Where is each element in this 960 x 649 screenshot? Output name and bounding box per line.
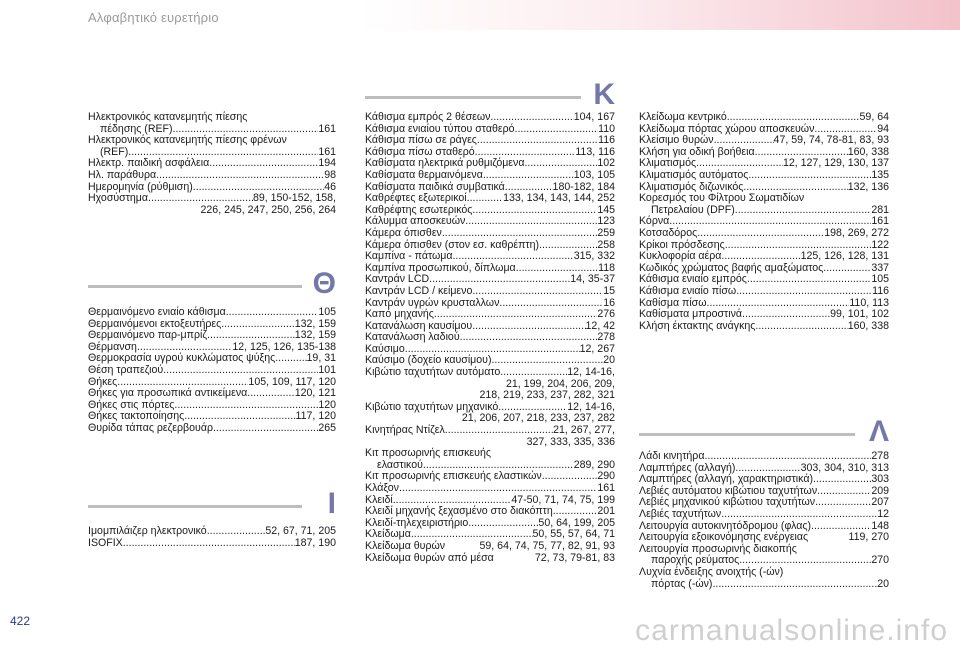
entry-label: Καθίσματα παιδικά συμβατικά xyxy=(365,180,505,193)
entry-label: Ηλεκτρ. παιδική ασφάλεια xyxy=(88,157,210,170)
entry-label: Κλειδί xyxy=(365,493,393,506)
entry-pages: 110 xyxy=(598,122,615,135)
entry-pages: 12, 14-16, xyxy=(567,366,615,379)
index-entry xyxy=(365,251,615,263)
index-column-2 xyxy=(365,112,615,564)
leader-dots xyxy=(515,124,599,136)
leader-dots xyxy=(156,170,324,182)
leader-dots xyxy=(275,353,306,365)
entry-label: Κλείσιμο θυρών xyxy=(639,134,714,147)
entry-pages: 125, 126, 128, 131 xyxy=(800,250,889,263)
section-header-lambda xyxy=(639,414,889,454)
leader-dots xyxy=(465,216,597,228)
entry-pages: 119, 270 xyxy=(848,531,889,544)
leader-dots xyxy=(697,228,824,240)
entry-label: Κλιματισμός xyxy=(639,157,697,170)
leader-dots xyxy=(742,309,830,321)
entry-label: παροχής ρεύματος xyxy=(651,554,740,567)
index-entry xyxy=(365,425,615,437)
entry-pages: 105 xyxy=(318,306,336,318)
watermark: carmanualsonline.info xyxy=(635,614,948,647)
entry-pages: 105 xyxy=(871,273,889,286)
entry-label: Κλείδωμα κεντρικό xyxy=(639,111,727,123)
index-entry xyxy=(639,579,889,591)
entry-pages: 265 xyxy=(318,421,336,434)
entry-pages: 194 xyxy=(318,157,336,170)
section-rule xyxy=(365,96,581,99)
index-column-1-top xyxy=(88,112,336,216)
entry-heading: Λυχνία ένδειξης ανοιχτής (-ών) xyxy=(639,565,784,578)
entry-label: Λειτουργία αυτοκινητόδρομου (φλας) xyxy=(639,519,812,532)
entry-label: Καμπίνα προσωπικού, δίπλωμα xyxy=(365,261,516,274)
leader-dots xyxy=(123,538,295,550)
entry-pages: 303, 304, 310, 313 xyxy=(800,461,889,474)
leader-dots xyxy=(823,263,871,275)
entry-label: Κλείδωμα θυρών xyxy=(365,539,446,552)
index-entry xyxy=(88,423,336,435)
entry-label: Ημερομηνία (ρύθμιση) xyxy=(88,180,193,193)
leader-dots xyxy=(445,425,553,437)
entry-pages: 12, 14-16, xyxy=(567,400,615,413)
leader-dots xyxy=(499,298,603,310)
entry-pages: 187, 190 xyxy=(294,536,336,549)
index-entry xyxy=(639,532,889,544)
index-entry xyxy=(365,541,615,553)
entry-label: Καμπίνα - πάτωμα xyxy=(365,250,453,263)
entry-pages: 99, 101, 102 xyxy=(830,308,889,321)
entry-pages: 116 xyxy=(872,284,889,297)
entry-pages: 59, 64 xyxy=(859,111,889,123)
entry-continuation: 21, 199, 204, 206, 209, xyxy=(506,377,615,390)
entry-pages: 276 xyxy=(597,308,615,321)
entry-continuation: 21, 206, 207, 218, 233, 237, 282 xyxy=(461,412,615,425)
entry-pages: 160, 338 xyxy=(847,145,889,158)
entry-label: Θέση τραπεζιού xyxy=(88,363,164,376)
entry-pages: 21, 267, 277, xyxy=(553,424,615,437)
entry-pages: 12, 267 xyxy=(579,342,615,355)
index-entry xyxy=(88,193,336,205)
entry-label: Λάδι κινητήρα xyxy=(639,450,705,462)
index-entry xyxy=(365,367,615,379)
leader-dots xyxy=(468,518,538,530)
entry-pages: 59, 64, 74, 75, 77, 82, 91, 93 xyxy=(479,539,615,552)
entry-pages: 103, 105 xyxy=(573,168,615,181)
entry-pages: 12 xyxy=(877,507,889,520)
entry-label: Κλειδί-τηλεχειριστήριο xyxy=(365,516,469,529)
entry-pages: 16 xyxy=(603,296,615,309)
entry-pages: 259 xyxy=(597,226,615,239)
section-header-theta xyxy=(88,266,336,306)
index-entry xyxy=(639,251,889,263)
entry-pages: 278 xyxy=(871,450,889,462)
leader-dots xyxy=(748,170,871,182)
leader-dots xyxy=(472,321,585,333)
index-entry xyxy=(639,228,889,240)
entry-pages: 198, 269, 272 xyxy=(824,226,889,239)
entry-pages: 123 xyxy=(597,215,615,228)
entry-pages: 12, 42 xyxy=(585,319,615,332)
entry-label: Θυρίδα τάπας ρεζερβουάρ xyxy=(88,421,213,434)
leader-dots xyxy=(221,319,295,331)
index-entry xyxy=(365,483,615,495)
entry-pages: 12, 125, 126, 135-138 xyxy=(232,340,336,353)
entry-pages: 46 xyxy=(324,180,336,193)
entry-pages: 20 xyxy=(603,354,615,367)
index-entry xyxy=(88,365,336,377)
entry-pages: 133, 134, 143, 144, 252 xyxy=(503,192,615,205)
entry-label: Καντράν υγρών κρυσταλλων xyxy=(365,296,500,309)
leader-dots xyxy=(472,286,603,298)
entry-label: ISOFIX xyxy=(88,536,123,549)
page-header-title: Αλφαβητικό ευρετήριο xyxy=(88,10,219,25)
leader-dots xyxy=(472,205,597,217)
entry-pages: 289, 290 xyxy=(573,458,615,471)
entry-label: Κάθισμα πίσω σταθερό xyxy=(365,145,475,158)
entry-label: Κλείδωμα θυρών από μέσα xyxy=(365,551,494,564)
entry-pages: 132, 136 xyxy=(847,180,889,193)
entry-pages: 101 xyxy=(318,363,336,376)
index-entry xyxy=(88,307,336,319)
entry-pages: 278 xyxy=(597,331,615,344)
entry-pages: 337 xyxy=(871,261,889,274)
header-decor-bar xyxy=(360,0,960,30)
index-entry xyxy=(365,170,615,182)
leader-dots xyxy=(209,158,318,170)
leader-dots xyxy=(483,170,574,182)
entry-label: Κλιματισμός αυτόματος xyxy=(639,168,749,181)
entry-label: Καντράν LCD xyxy=(365,273,430,286)
index-entry xyxy=(639,112,889,124)
entry-label: Θερμοκρασία υγρού κυκλώματος ψύξης xyxy=(88,352,276,365)
entry-label: Καθίσματα ηλεκτρικά ρυθμιζόμενα xyxy=(365,157,525,170)
entry-pages: 122 xyxy=(871,238,889,251)
entry-label: Ηχοσύστημα xyxy=(88,192,148,205)
index-entry xyxy=(365,309,615,321)
entry-pages: 118 xyxy=(598,261,615,274)
entry-pages: 94 xyxy=(877,122,889,135)
entry-label: Λειτουργία εξοικονόμησης ενέργειας xyxy=(639,531,809,544)
entry-pages: 120 xyxy=(318,398,336,411)
section-rule xyxy=(88,285,302,288)
entry-pages: 145 xyxy=(597,203,615,216)
entry-label: Θερμαινόμενο ενιαίο κάθισμα xyxy=(88,306,226,318)
entry-pages: 160, 338 xyxy=(847,319,889,332)
leader-dots xyxy=(467,193,503,205)
entry-label: Θήκες στις πόρτες xyxy=(88,398,175,411)
entry-label: Καθρέφτες εξωτερικοί xyxy=(365,192,467,205)
leader-dots xyxy=(712,579,877,591)
section-rule xyxy=(639,433,855,436)
entry-label: Κυκλοφορία αέρα xyxy=(639,250,722,263)
entry-pages: 180-182, 184 xyxy=(552,180,615,193)
entry-label: Κλειδί μηχανής ξεχασμένο στο διακόπτη xyxy=(365,505,553,518)
index-entry xyxy=(365,228,615,240)
section-letter: Λ xyxy=(868,415,889,448)
leader-dots xyxy=(736,286,872,298)
entry-label: Κινητήρας Ντίζελ xyxy=(365,424,445,437)
entry-label: Λαμπτήρες (αλλαγή) xyxy=(639,461,736,474)
entry-pages: 270 xyxy=(871,554,889,567)
entry-pages: 50, 64, 199, 205 xyxy=(538,516,615,529)
leader-dots xyxy=(813,474,871,486)
entry-label: Κλείδωμα xyxy=(365,528,411,541)
entry-pages: 47, 59, 74, 78-81, 83, 93 xyxy=(773,134,889,147)
entry-pages: 19, 31 xyxy=(306,352,336,365)
entry-label: πόρτας (-ών) xyxy=(651,577,713,590)
leader-dots xyxy=(542,471,598,483)
index-entry xyxy=(639,170,889,182)
entry-label: Κοτσαδόρος xyxy=(639,226,698,239)
entry-label: Κάμερα όπισθεν (στον εσ. καθρέπτη) xyxy=(365,238,540,251)
entry-heading: Κιτ προσωρινής επισκευής xyxy=(365,447,491,460)
entry-label: Κιβώτιο ταχυτήτων μηχανικό xyxy=(365,400,499,413)
entry-pages: 72, 73, 79-81, 83 xyxy=(534,551,615,564)
leader-dots xyxy=(727,112,860,124)
entry-label: Θέρμανση xyxy=(88,340,137,353)
entry-label: Κάλυμμα αποσκευών xyxy=(365,215,466,228)
entry-pages: 201 xyxy=(597,505,615,518)
entry-label: Κλιματισμός διζωνικός xyxy=(639,180,744,193)
entry-label: Κάθισμα ενιαίου τύπου σταθερό xyxy=(365,122,515,135)
index-entry xyxy=(88,388,336,400)
entry-continuation: 218, 219, 233, 237, 282, 321 xyxy=(479,389,615,402)
entry-continuation: 327, 333, 335, 336 xyxy=(526,435,615,448)
entry-pages: 281 xyxy=(871,203,889,216)
entry-label: Καπό μηχανής xyxy=(365,308,434,321)
index-entry xyxy=(88,538,336,550)
index-entry xyxy=(639,309,889,321)
entry-pages: 315, 332 xyxy=(573,250,615,263)
entry-label: Λεβιές μηχανικού κιβώτιου ταχυτήτων xyxy=(639,496,816,509)
index-entry xyxy=(365,553,615,565)
section-letter: Ι xyxy=(327,487,336,520)
section-header-iota xyxy=(88,486,336,526)
entry-pages: 148 xyxy=(871,519,889,532)
leader-dots xyxy=(434,309,597,321)
leader-dots xyxy=(399,483,597,495)
index-entry xyxy=(365,286,615,298)
leader-dots xyxy=(747,274,871,286)
leader-dots xyxy=(490,112,573,124)
index-entry xyxy=(88,170,336,182)
entry-pages: 52, 67, 71, 205 xyxy=(265,525,336,537)
entry-pages: 161 xyxy=(597,482,615,494)
index-entry xyxy=(365,193,615,205)
entry-pages: 15 xyxy=(603,284,615,297)
entry-pages: 135 xyxy=(871,168,889,181)
entry-label: Κάθισμα ενιαίο πίσω xyxy=(639,284,737,297)
entry-label: Κλήση έκτακτης ανάγκης xyxy=(639,319,756,332)
entry-label: Ηλ. παράθυρα xyxy=(88,168,157,181)
leader-dots xyxy=(815,497,871,509)
entry-pages: 47-50, 71, 74, 75, 199 xyxy=(511,493,615,506)
entry-label: ελαστικού xyxy=(377,458,423,471)
entry-label: Ιμομπιλάιζερ ηλεκτρονικό xyxy=(88,525,207,537)
entry-pages: 117, 120 xyxy=(295,410,336,423)
entry-continuation: 226, 245, 247, 250, 256, 264 xyxy=(200,203,336,216)
index-entry xyxy=(639,321,889,333)
entry-heading: Ηλεκτρονικός κατανεμητής πίεσης φρένων xyxy=(88,134,287,147)
entry-pages: 161 xyxy=(871,215,889,228)
entry-label: Κωδικός χρώματος βαφής αμαξώματος xyxy=(639,261,824,274)
index-entry xyxy=(639,286,889,298)
leader-dots xyxy=(500,367,567,379)
entry-pages: 132, 159 xyxy=(294,329,336,342)
entry-label: Καύσιμο xyxy=(365,342,405,355)
index-entry xyxy=(639,509,889,521)
leader-dots xyxy=(460,332,598,344)
entry-label: Κλάξον xyxy=(365,482,399,494)
leader-dots xyxy=(755,321,847,333)
leader-dots xyxy=(817,486,871,498)
entry-label: Κάμερα όπισθεν xyxy=(365,226,442,239)
leader-dots xyxy=(735,205,872,217)
entry-pages: 161 xyxy=(318,122,336,135)
index-column-1-theta xyxy=(88,307,336,435)
entry-label: Λεβιές αυτόματου κιβώτιου ταχυτήτων xyxy=(639,484,818,497)
entry-pages: 120, 121 xyxy=(294,387,336,400)
entry-pages: 207 xyxy=(871,496,889,509)
page-number: 422 xyxy=(10,614,31,628)
entry-label: Λεβιές ταχυτήτων xyxy=(639,507,722,520)
entry-label: Θερμαινόμενοι εκτοξευτήρες xyxy=(88,317,222,330)
entry-pages: 14, 35-37 xyxy=(570,273,615,286)
section-letter: Κ xyxy=(593,78,615,111)
entry-label: Κλήση για οδική βοήθεια xyxy=(639,145,755,158)
leader-dots xyxy=(247,388,294,400)
entry-heading: Λειτουργία προσωρινής διακοπής xyxy=(639,542,797,555)
leader-dots xyxy=(213,423,318,435)
entry-label: Καθίσματα θερμαινόμενα xyxy=(365,168,483,181)
entry-pages: 102 xyxy=(597,157,615,170)
entry-label: Θήκες για προσωπικά αντικείμενα xyxy=(88,387,248,400)
index-entry xyxy=(365,471,615,483)
leader-dots xyxy=(721,251,800,263)
index-column-3-kappa xyxy=(639,112,889,332)
index-column-3-lambda xyxy=(639,451,889,590)
section-letter: Θ xyxy=(312,267,336,300)
entry-label: (REF) xyxy=(100,145,129,158)
entry-pages: 303 xyxy=(871,473,889,486)
entry-label: Θήκες τακτοποίησης xyxy=(88,410,185,423)
entry-heading: Κορεσμός του Φίλτρου Σωματιδίων xyxy=(639,192,805,205)
entry-label: Κλείδωμα πόρτας χώρου αποσκευών xyxy=(639,122,815,135)
entry-pages: 113, 116 xyxy=(575,145,615,158)
entry-pages: 50, 55, 57, 64, 71 xyxy=(532,528,615,541)
index-entry xyxy=(639,205,889,217)
index-column-1-iota xyxy=(88,526,336,549)
entry-pages: 258 xyxy=(597,238,615,251)
entry-label: Κατανάλωση καυσίμου xyxy=(365,319,473,332)
entry-pages: 98 xyxy=(324,168,336,181)
entry-label: Κάθισμα πίσω σε ράγες xyxy=(365,134,477,147)
entry-label: Πετρελαίου (DPF) xyxy=(651,203,735,216)
entry-label: Κάθισμα εμπρός 2 θέσεων xyxy=(365,111,491,123)
leader-dots xyxy=(704,451,871,463)
index-entry xyxy=(639,451,889,463)
leader-dots xyxy=(226,307,319,319)
entry-pages: 104, 167 xyxy=(573,111,615,123)
entry-pages: 290 xyxy=(597,470,615,483)
entry-label: Κάθισμα ενιαίο εμπρός xyxy=(639,273,747,286)
entry-label: Θήκες xyxy=(88,375,118,388)
entry-pages: 116 xyxy=(598,134,615,147)
entry-heading: Ηλεκτρονικός κατανεμητής πίεσης xyxy=(88,111,248,123)
entry-label: Καθίσματα μπροστινά xyxy=(639,308,743,321)
index-entry xyxy=(88,526,336,538)
entry-pages: 105, 109, 117, 120 xyxy=(248,375,336,388)
entry-pages: 132, 159 xyxy=(294,317,336,330)
index-entry xyxy=(365,112,615,124)
leader-dots xyxy=(163,365,318,377)
entry-label: Λαμπτήρες (αλλαγή, χαρακτηριστικά) xyxy=(639,473,813,486)
leader-dots xyxy=(721,509,877,521)
entry-label: Καθρέφτης εσωτερικός xyxy=(365,203,473,216)
entry-pages: 89, 150-152, 158, xyxy=(252,192,336,205)
section-rule xyxy=(88,505,302,508)
entry-label: Κόρνα xyxy=(639,215,670,228)
entry-label: Κρίκοι πρόσδεσης xyxy=(639,238,725,251)
entry-label: Θερμαινόμενο παρ-μπρίζ xyxy=(88,329,208,342)
entry-pages: 110, 113 xyxy=(849,296,889,309)
entry-label: Καθίσμα πίσω xyxy=(639,296,707,309)
entry-label: Καντράν LCD / κείμενο xyxy=(365,284,473,297)
leader-dots xyxy=(442,228,597,240)
entry-pages: 12, 127, 129, 130, 137 xyxy=(782,157,889,170)
entry-label: πέδησης (REF) xyxy=(100,122,173,135)
entry-label: Κιβώτιο ταχυτήτων αυτόματο xyxy=(365,366,501,379)
entry-pages: 20 xyxy=(877,577,889,590)
leader-dots xyxy=(148,193,253,205)
entry-label: Καύσιμο (δοχείο καυσίμου) xyxy=(365,354,492,367)
entry-label: Κιτ προσωρινής επισκευής ελαστικών xyxy=(365,470,542,483)
entry-label: Κατανάλωση λαδιού xyxy=(365,331,460,344)
leader-dots xyxy=(207,526,266,538)
entry-pages: 161 xyxy=(318,145,336,158)
leader-dots xyxy=(452,251,573,263)
entry-pages: 209 xyxy=(871,484,889,497)
